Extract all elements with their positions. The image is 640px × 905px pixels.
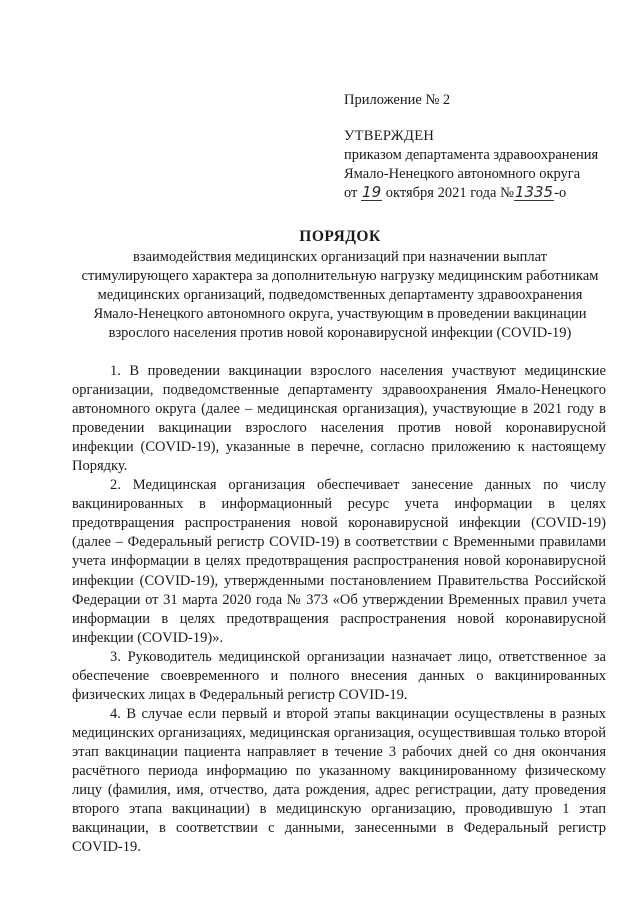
date-rest: октября 2021 года № [385, 185, 514, 201]
appendix-label: Приложение № 2 [344, 92, 451, 108]
paragraph-1: 1. В проведении вакцинации взрослого населения участвуют медицинские организации, подведомственные департаменту здравоохранения Ямало-Ненецкого автономного округа (далее – медицинская организация), участвующие в 2021 году в проведении вакцинации взрослого населения против новой коронавирусной инфекции (COVID-19), указанные в перечне, согласно приложению к настоящему Порядку. [72, 363, 606, 475]
document-body [72, 362, 606, 857]
paragraph-2: 2. Медицинская организация обеспечивает занесение данных по числу вакцинированных в информационный ресурс учета информации в целях предотвращения распространения новой коронавирусной инфекции (COVID-19) (далее – Федеральный регистр COVID-19) в соответствии с Временными правилами учета информации в целях предотвращения распространения новой коронавирусной инфекции (COVID-19), утвержденными постановлением Правительства Российской Федерации от 31 марта 2020 года № 373 «Об утверждении Временных правил учета информации в целях предотвращения распространения новой коронавирусной инфекции (COVID-19)». [72, 477, 606, 646]
approval-line-2: Ямало-Ненецкого автономного округа [344, 166, 581, 182]
document-title: ПОРЯДОК [299, 228, 381, 245]
order-suffix: -о [554, 185, 567, 201]
approved-heading: УТВЕРЖДЕН [344, 128, 435, 144]
approval-date-line [344, 184, 630, 203]
date-prefix: от [344, 185, 358, 201]
handwritten-order-number: 1335 [514, 183, 554, 201]
handwritten-day: 19 [362, 183, 382, 201]
paragraph-3: 3. Руководитель медицинской организации назначает лицо, ответственное за обеспечение своевременного и полного внесения данных о вакцинированных физических лицах в Федеральный регистр COVID-19. [72, 648, 606, 703]
paragraph-4: 4. В случае если первый и второй этапы вакцинации осуществлены в разных медицинских организациях, медицинская организация, осуществившая только второй этап вакцинации пациента направляет в течение 3 рабочих дней со дня окончания расчётного периода информацию по указанному вакцинированному физическому лицу (фамилия, имя, отчество, дата рождения, адрес регистрации, дату проведения второго этапа вакцинации) в медицинскую организацию, проводившую 1 этап вакцинации, в соответствии с данными, занесенными в Федеральный регистр COVID-19. [72, 705, 606, 856]
approval-block [344, 91, 630, 203]
approval-line-1: приказом департамента здравоохранения [344, 147, 599, 163]
title-block [60, 228, 620, 343]
document-subtitle: взаимодействия медицинских организаций при назначении выплат стимулирующего характера за дополнительную нагрузку медицинским работникам медицинских организаций, подведомственных департаменту здравоохранения Ямало-Ненецкого автономного округа, участвующим в проведении вакцинации взрослого населения против новой коронавирусной инфекции (COVID-19) [81, 249, 599, 341]
